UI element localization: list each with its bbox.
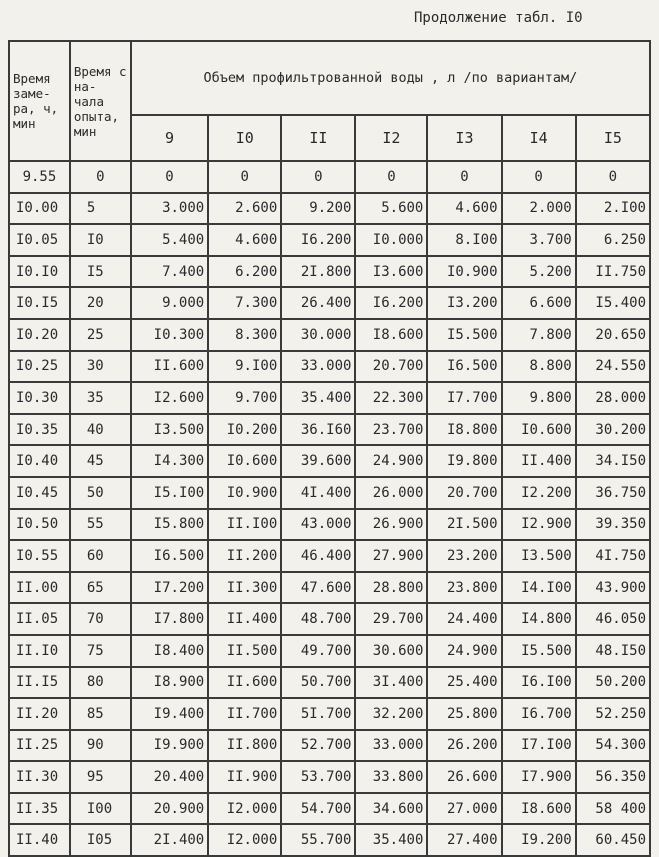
cell-volume: I4.800 <box>502 603 576 635</box>
cell-measure-time: I0.I5 <box>9 287 70 319</box>
cell-volume: I5.400 <box>576 287 650 319</box>
cell-volume: I7.800 <box>131 603 208 635</box>
header-variant: I2 <box>355 115 427 161</box>
cell-volume: I9.400 <box>131 698 208 730</box>
cell-volume: I9.200 <box>502 824 576 856</box>
table-row <box>9 824 650 856</box>
cell-volume: I0.600 <box>502 414 576 446</box>
cell-volume: I0.200 <box>208 414 281 446</box>
cell-volume: 60.450 <box>576 824 650 856</box>
cell-volume: 0 <box>427 161 501 193</box>
cell-volume: II.700 <box>208 698 281 730</box>
cell-volume: II.750 <box>576 256 650 288</box>
cell-measure-time: II.20 <box>9 698 70 730</box>
cell-volume: 20.900 <box>131 793 208 825</box>
cell-measure-time: I0.55 <box>9 540 70 572</box>
cell-elapsed-min: 0 <box>70 161 131 193</box>
cell-volume: 2I.500 <box>427 509 501 541</box>
cell-volume: I5.I00 <box>131 477 208 509</box>
cell-volume: 8.300 <box>208 319 281 351</box>
table-continuation-caption: Продолжение табл. I0 <box>414 10 583 26</box>
cell-elapsed-min: 65 <box>70 572 131 604</box>
cell-volume: I7.I00 <box>502 730 576 762</box>
cell-volume: 46.400 <box>281 540 355 572</box>
cell-volume: II.600 <box>131 351 208 383</box>
cell-volume: 0 <box>281 161 355 193</box>
cell-volume: I8.600 <box>355 319 427 351</box>
cell-volume: II.500 <box>208 635 281 667</box>
cell-volume: I2.000 <box>208 824 281 856</box>
cell-volume: 56.350 <box>576 761 650 793</box>
table-row <box>9 351 650 383</box>
cell-volume: 28.000 <box>576 382 650 414</box>
cell-volume: 24.400 <box>427 603 501 635</box>
cell-measure-time: I0.05 <box>9 224 70 256</box>
table-row <box>9 161 650 193</box>
cell-volume: 23.200 <box>427 540 501 572</box>
cell-volume: 0 <box>576 161 650 193</box>
cell-volume: 36.750 <box>576 477 650 509</box>
table-body <box>9 161 650 856</box>
header-variant: I3 <box>427 115 501 161</box>
header-variant: I4 <box>502 115 576 161</box>
cell-volume: I2.900 <box>502 509 576 541</box>
cell-elapsed-min: I0 <box>70 224 131 256</box>
header-variant: I5 <box>576 115 650 161</box>
cell-volume: 2.600 <box>208 193 281 225</box>
table-row <box>9 224 650 256</box>
cell-volume: I2.600 <box>131 382 208 414</box>
cell-volume: 23.700 <box>355 414 427 446</box>
cell-volume: I2.000 <box>208 793 281 825</box>
cell-volume: 43.000 <box>281 509 355 541</box>
cell-volume: I8.400 <box>131 635 208 667</box>
cell-volume: I7.200 <box>131 572 208 604</box>
cell-volume: 5I.700 <box>281 698 355 730</box>
cell-volume: 58 400 <box>576 793 650 825</box>
cell-volume: 24.900 <box>355 445 427 477</box>
cell-volume: 25.800 <box>427 698 501 730</box>
table-header <box>9 41 650 161</box>
cell-measure-time: I0.00 <box>9 193 70 225</box>
cell-volume: 4I.750 <box>576 540 650 572</box>
cell-elapsed-min: 90 <box>70 730 131 762</box>
cell-volume: 6.200 <box>208 256 281 288</box>
cell-volume: I6.700 <box>502 698 576 730</box>
cell-volume: I5.800 <box>131 509 208 541</box>
cell-volume: 52.700 <box>281 730 355 762</box>
cell-volume: II.800 <box>208 730 281 762</box>
cell-volume: 25.400 <box>427 667 501 699</box>
cell-volume: 26.400 <box>281 287 355 319</box>
cell-volume: 53.700 <box>281 761 355 793</box>
table-row <box>9 761 650 793</box>
cell-elapsed-min: 25 <box>70 319 131 351</box>
cell-elapsed-min: I00 <box>70 793 131 825</box>
cell-volume: 6.250 <box>576 224 650 256</box>
cell-measure-time: I0.40 <box>9 445 70 477</box>
cell-volume: 24.900 <box>427 635 501 667</box>
cell-elapsed-min: I05 <box>70 824 131 856</box>
cell-measure-time: 9.55 <box>9 161 70 193</box>
cell-volume: 33.000 <box>355 730 427 762</box>
cell-volume: 43.900 <box>576 572 650 604</box>
cell-volume: I9.800 <box>427 445 501 477</box>
cell-volume: 20.700 <box>355 351 427 383</box>
cell-volume: 35.400 <box>281 382 355 414</box>
cell-elapsed-min: 70 <box>70 603 131 635</box>
table-row <box>9 635 650 667</box>
cell-volume: II.400 <box>208 603 281 635</box>
table-row <box>9 477 650 509</box>
cell-volume: 20.700 <box>427 477 501 509</box>
cell-elapsed-min: 95 <box>70 761 131 793</box>
header-variant: 9 <box>131 115 208 161</box>
cell-volume: 35.400 <box>355 824 427 856</box>
cell-volume: I4.300 <box>131 445 208 477</box>
cell-volume: 0 <box>131 161 208 193</box>
cell-volume: 3.700 <box>502 224 576 256</box>
table-row <box>9 414 650 446</box>
cell-volume: I0.000 <box>355 224 427 256</box>
cell-volume: 4.600 <box>208 224 281 256</box>
cell-volume: 5.600 <box>355 193 427 225</box>
cell-elapsed-min: 40 <box>70 414 131 446</box>
cell-volume: 54.300 <box>576 730 650 762</box>
cell-volume: 50.700 <box>281 667 355 699</box>
cell-volume: II.600 <box>208 667 281 699</box>
header-variant: I0 <box>208 115 281 161</box>
cell-volume: 7.400 <box>131 256 208 288</box>
cell-volume: 55.700 <box>281 824 355 856</box>
cell-volume: 2I.800 <box>281 256 355 288</box>
cell-volume: I8.600 <box>502 793 576 825</box>
cell-volume: 4.600 <box>427 193 501 225</box>
cell-volume: 24.550 <box>576 351 650 383</box>
table-row <box>9 572 650 604</box>
table-row <box>9 667 650 699</box>
cell-volume: I6.I00 <box>502 667 576 699</box>
cell-volume: 50.200 <box>576 667 650 699</box>
cell-volume: 33.000 <box>281 351 355 383</box>
cell-volume: 6.600 <box>502 287 576 319</box>
cell-volume: I7.700 <box>427 382 501 414</box>
cell-volume: I3.600 <box>355 256 427 288</box>
cell-volume: 0 <box>208 161 281 193</box>
cell-elapsed-min: 60 <box>70 540 131 572</box>
cell-elapsed-min: 85 <box>70 698 131 730</box>
cell-volume: 9.800 <box>502 382 576 414</box>
cell-volume: II.900 <box>208 761 281 793</box>
cell-volume: 3.000 <box>131 193 208 225</box>
cell-volume: 39.600 <box>281 445 355 477</box>
cell-volume: 4I.400 <box>281 477 355 509</box>
table-row <box>9 445 650 477</box>
cell-volume: 27.400 <box>427 824 501 856</box>
table-row <box>9 540 650 572</box>
cell-measure-time: II.I0 <box>9 635 70 667</box>
cell-volume: I6.500 <box>427 351 501 383</box>
cell-measure-time: I0.20 <box>9 319 70 351</box>
cell-volume: 7.300 <box>208 287 281 319</box>
cell-volume: 30.600 <box>355 635 427 667</box>
cell-volume: II.I00 <box>208 509 281 541</box>
cell-volume: I7.900 <box>502 761 576 793</box>
cell-volume: I0.900 <box>427 256 501 288</box>
cell-volume: I9.900 <box>131 730 208 762</box>
table-row <box>9 319 650 351</box>
cell-volume: 9.200 <box>281 193 355 225</box>
cell-volume: 2I.400 <box>131 824 208 856</box>
filtration-volume-table <box>8 40 651 857</box>
cell-volume: 26.600 <box>427 761 501 793</box>
table-row <box>9 730 650 762</box>
cell-volume: 5.400 <box>131 224 208 256</box>
cell-volume: I0.600 <box>208 445 281 477</box>
cell-measure-time: II.05 <box>9 603 70 635</box>
cell-measure-time: II.25 <box>9 730 70 762</box>
cell-volume: I3.500 <box>131 414 208 446</box>
cell-volume: 33.800 <box>355 761 427 793</box>
table-row <box>9 698 650 730</box>
table-row <box>9 603 650 635</box>
cell-volume: 27.000 <box>427 793 501 825</box>
cell-measure-time: II.40 <box>9 824 70 856</box>
cell-volume: 2.000 <box>502 193 576 225</box>
cell-measure-time: II.30 <box>9 761 70 793</box>
table-row <box>9 382 650 414</box>
cell-elapsed-min: 20 <box>70 287 131 319</box>
cell-volume: I6.200 <box>281 224 355 256</box>
cell-volume: I5.500 <box>427 319 501 351</box>
cell-elapsed-min: 30 <box>70 351 131 383</box>
cell-volume: 30.000 <box>281 319 355 351</box>
cell-volume: 54.700 <box>281 793 355 825</box>
cell-volume: 0 <box>502 161 576 193</box>
cell-elapsed-min: 55 <box>70 509 131 541</box>
cell-measure-time: I0.I0 <box>9 256 70 288</box>
cell-volume: 32.200 <box>355 698 427 730</box>
cell-volume: 27.900 <box>355 540 427 572</box>
cell-elapsed-min: 80 <box>70 667 131 699</box>
table-row <box>9 256 650 288</box>
cell-volume: 47.600 <box>281 572 355 604</box>
cell-volume: II.200 <box>208 540 281 572</box>
cell-volume: I3.200 <box>427 287 501 319</box>
cell-volume: 8.800 <box>502 351 576 383</box>
cell-volume: 34.600 <box>355 793 427 825</box>
cell-volume: 30.200 <box>576 414 650 446</box>
cell-measure-time: I0.35 <box>9 414 70 446</box>
table-row <box>9 287 650 319</box>
cell-measure-time: I0.30 <box>9 382 70 414</box>
cell-volume: 52.250 <box>576 698 650 730</box>
cell-volume: 8.I00 <box>427 224 501 256</box>
cell-volume: 22.300 <box>355 382 427 414</box>
cell-volume: I8.800 <box>427 414 501 446</box>
cell-measure-time: I0.25 <box>9 351 70 383</box>
cell-volume: 34.I50 <box>576 445 650 477</box>
cell-volume: 0 <box>355 161 427 193</box>
cell-volume: I6.200 <box>355 287 427 319</box>
cell-volume: I0.900 <box>208 477 281 509</box>
cell-volume: I6.500 <box>131 540 208 572</box>
header-measure-time: Время заме- ра, ч, мин <box>9 41 70 161</box>
cell-volume: 39.350 <box>576 509 650 541</box>
cell-volume: 46.050 <box>576 603 650 635</box>
cell-volume: I0.300 <box>131 319 208 351</box>
cell-measure-time: II.I5 <box>9 667 70 699</box>
cell-elapsed-min: I5 <box>70 256 131 288</box>
table-row <box>9 793 650 825</box>
cell-volume: 9.000 <box>131 287 208 319</box>
cell-volume: I8.900 <box>131 667 208 699</box>
cell-volume: 26.200 <box>427 730 501 762</box>
cell-elapsed-min: 45 <box>70 445 131 477</box>
header-variant: II <box>281 115 355 161</box>
cell-volume: 7.800 <box>502 319 576 351</box>
cell-volume: 20.400 <box>131 761 208 793</box>
cell-volume: 26.000 <box>355 477 427 509</box>
cell-measure-time: II.35 <box>9 793 70 825</box>
cell-volume: 48.I50 <box>576 635 650 667</box>
cell-volume: 9.700 <box>208 382 281 414</box>
cell-volume: 48.700 <box>281 603 355 635</box>
header-elapsed-time: Время с на- чала опыта, мин <box>70 41 131 161</box>
cell-volume: 23.800 <box>427 572 501 604</box>
cell-elapsed-min: 35 <box>70 382 131 414</box>
cell-volume: 28.800 <box>355 572 427 604</box>
cell-volume: II.300 <box>208 572 281 604</box>
cell-volume: 36.I60 <box>281 414 355 446</box>
cell-volume: I4.I00 <box>502 572 576 604</box>
cell-volume: I2.200 <box>502 477 576 509</box>
cell-elapsed-min: 75 <box>70 635 131 667</box>
table-row <box>9 193 650 225</box>
cell-measure-time: I0.45 <box>9 477 70 509</box>
cell-volume: 3I.400 <box>355 667 427 699</box>
cell-volume: 29.700 <box>355 603 427 635</box>
cell-volume: 20.650 <box>576 319 650 351</box>
cell-elapsed-min: 50 <box>70 477 131 509</box>
cell-elapsed-min: 5 <box>70 193 131 225</box>
cell-volume: II.400 <box>502 445 576 477</box>
cell-volume: 26.900 <box>355 509 427 541</box>
cell-volume: 49.700 <box>281 635 355 667</box>
header-filtered-volume: Объем профильтрованной воды , л /по вариантам/ <box>131 41 650 115</box>
cell-volume: 2.I00 <box>576 193 650 225</box>
cell-volume: I5.500 <box>502 635 576 667</box>
cell-volume: 9.I00 <box>208 351 281 383</box>
cell-volume: 5.200 <box>502 256 576 288</box>
cell-measure-time: I0.50 <box>9 509 70 541</box>
table-row <box>9 509 650 541</box>
cell-measure-time: II.00 <box>9 572 70 604</box>
cell-volume: I3.500 <box>502 540 576 572</box>
